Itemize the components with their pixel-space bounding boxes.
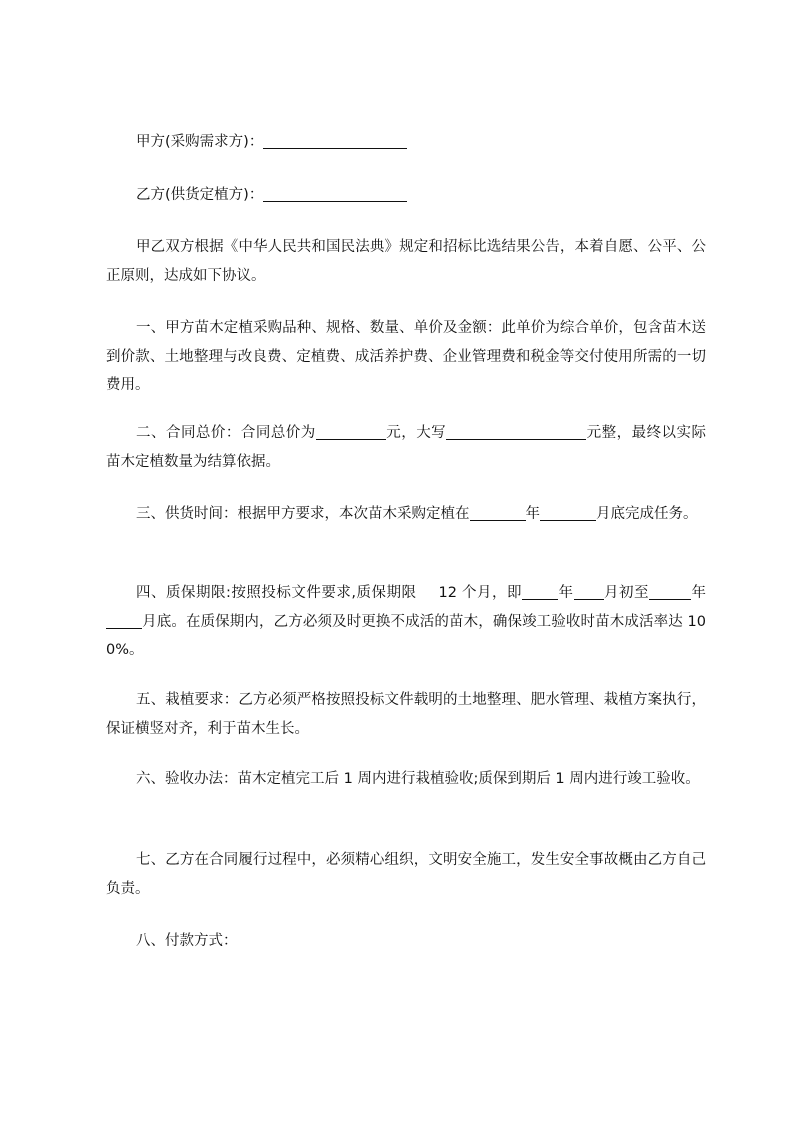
clause-4-text-6: 月底。在质保期内，乙方必须及时更换不成活的苗木，确保竣工验收时苗木成活率达 100%。 xyxy=(106,613,706,658)
warranty-start-year-blank[interactable] xyxy=(522,583,558,600)
clause-2-text-2: 元，大写 xyxy=(385,425,447,441)
total-price-blank[interactable] xyxy=(316,423,386,440)
clause-3-text-2: 年 xyxy=(525,506,540,522)
clause-2-text-1: 二、合同总价：合同总价为 xyxy=(136,425,316,441)
clause-4-paragraph xyxy=(106,579,706,665)
clause-4-text-2: 12 个月，即 xyxy=(438,585,523,601)
clause-1-paragraph: 一、甲方苗木定植采购品种、规格、数量、单价及金额：此单价为综合单价，包含苗木送到价款、土地整理与改良费、定植费、成活养护费、企业管理费和税金等交付使用所需的一切费用。 xyxy=(106,320,706,393)
clause-3-paragraph xyxy=(106,500,706,529)
supply-year-blank[interactable] xyxy=(470,504,526,521)
supply-month-blank[interactable] xyxy=(540,504,596,521)
party-a-label: 甲方(采购需求方)： xyxy=(136,134,264,150)
party-b-line xyxy=(106,181,706,210)
intro-paragraph: 甲乙双方根据《中华人民共和国民法典》规定和招标比选结果公告，本着自愿、公平、公正原则，达成如下协议。 xyxy=(106,239,706,284)
clause-6-paragraph: 六、验收办法：苗木定植完工后 1 周内进行栽植验收;质保到期后 1 周内进行竣工验收。 xyxy=(136,771,700,787)
clause-5-paragraph: 五、栽植要求：乙方必须严格按照投标文件载明的土地整理、肥水管理、栽植方案执行，保证横竖对齐，利于苗木生长。 xyxy=(106,692,706,737)
warranty-end-month-blank[interactable] xyxy=(106,612,142,629)
total-price-words-blank[interactable] xyxy=(446,423,586,440)
clause-4-text-4: 月初至 xyxy=(603,585,650,601)
clause-7-paragraph: 七、乙方在合同履行过程中，必须精心组织，文明安全施工，发生安全事故概由乙方自己负责。 xyxy=(106,852,706,897)
party-b-blank[interactable] xyxy=(263,185,407,202)
warranty-end-year-blank[interactable] xyxy=(649,583,691,600)
clause-3-text-3: 月底完成任务。 xyxy=(596,506,698,522)
warranty-start-month-blank[interactable] xyxy=(574,583,604,600)
clause-4-text-1: 四、质保期限:按照投标文件要求,质保期限 xyxy=(136,585,417,601)
clause-4-text-5: 年 xyxy=(691,585,707,601)
party-a-blank[interactable] xyxy=(263,132,407,149)
clause-4-text-3: 年 xyxy=(558,585,574,601)
clause-2-text-3: 元整，最终以实际苗木定植数量为结算依据。 xyxy=(106,425,707,470)
clause-8-paragraph: 八、付款方式： xyxy=(136,933,238,949)
clause-3-text-1: 三、供货时间：根据甲方要求，本次苗木采购定植在 xyxy=(136,506,470,522)
party-b-label: 乙方(供货定植方)： xyxy=(136,187,264,203)
clause-2-paragraph xyxy=(106,419,706,476)
party-a-line xyxy=(106,128,706,157)
